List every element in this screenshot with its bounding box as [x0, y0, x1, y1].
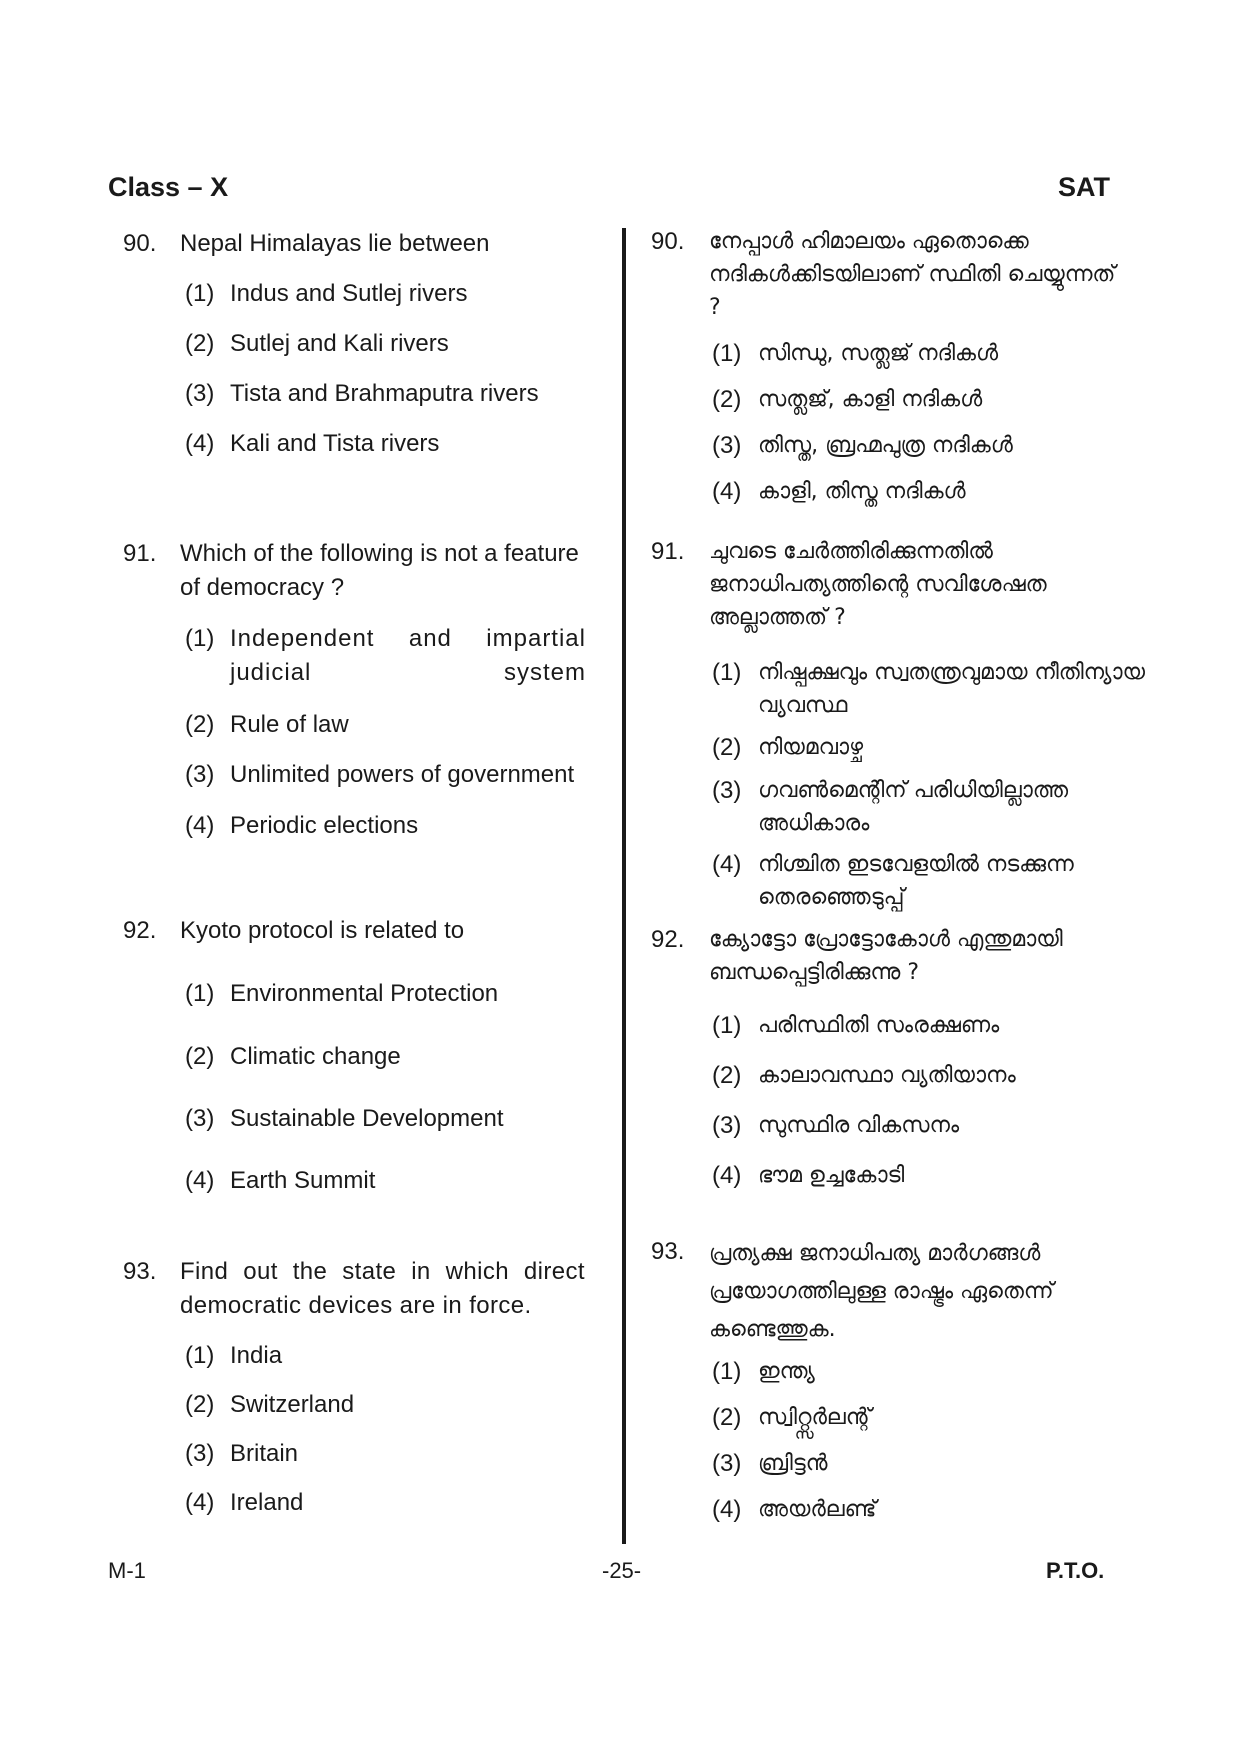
- header-exam-label: SAT: [1058, 172, 1110, 202]
- option-text: Ireland: [230, 1489, 304, 1516]
- option-text: നിശ്ചിത ഇടവേളയിൽ നടക്കുന്ന തെരഞ്ഞെടുപ്പ്: [758, 852, 1074, 910]
- question-number: 91.: [651, 538, 685, 565]
- option-text: Climatic change: [230, 1043, 401, 1070]
- option-text: നിയമവാഴ്ച: [758, 735, 864, 760]
- question-text: ക്യോട്ടോ പ്രോട്ടോകോൾ എന്തുമായി ബന്ധപ്പെട്ടിരിക്കുന്നു ?: [709, 927, 1063, 985]
- question-number: 92.: [123, 917, 157, 944]
- option-text: India: [230, 1342, 283, 1369]
- option-text: Environmental Protection: [230, 980, 499, 1007]
- column-divider: [622, 228, 626, 1544]
- question-number: 93.: [123, 1258, 157, 1285]
- option-number: (2): [185, 711, 215, 738]
- option-number: (3): [185, 1105, 215, 1132]
- option-text: Independent and impartial judicial system: [230, 625, 586, 686]
- option-text: ഭൗമ ഉച്ചകോടി: [758, 1163, 905, 1188]
- question-text: നേപ്പാൾ ഹിമാലയം ഏതൊക്കെ നദികൾക്കിടയിലാണ് സ്ഥിതി ചെയ്യുന്നത് ?: [709, 229, 1116, 320]
- option-number: (3): [712, 1450, 742, 1477]
- option-text: Tista and Brahmaputra rivers: [230, 380, 539, 407]
- option-number: (1): [712, 659, 742, 686]
- question-text: പ്രത്യക്ഷ ജനാധിപത്യ മാർഗങ്ങൾ പ്രയോഗത്തിലുള്ള രാഷ്ട്രം ഏതെന്ന് കണ്ടെത്തുക.: [709, 1241, 1054, 1342]
- option-text: Kali and Tista rivers: [230, 430, 440, 457]
- option-text: സത്ലജ്, കാളി നദികൾ: [758, 387, 983, 412]
- question-text: ചുവടെ ചേർത്തിരിക്കുന്നതിൽ ജനാധിപത്യത്തിന്റെ സവിശേഷത അല്ലാത്തത് ?: [709, 539, 1047, 630]
- option-number: (2): [712, 1404, 742, 1431]
- footer-code: M-1: [108, 1558, 146, 1583]
- question-text: Find out the state in which direct democratic devices are in force.: [180, 1258, 585, 1319]
- option-number: (1): [185, 980, 215, 1007]
- option-text: കാലാവസ്ഥാ വ്യതിയാനം: [758, 1063, 1016, 1088]
- option-text: Periodic elections: [230, 812, 419, 839]
- question-number: 92.: [651, 926, 685, 953]
- header-class-label: Class – X: [108, 172, 229, 202]
- question-text: Which of the following is not a feature of democracy ?: [180, 540, 579, 601]
- option-number: (4): [185, 430, 215, 457]
- option-number: (1): [712, 340, 742, 367]
- option-number: (4): [712, 1496, 742, 1523]
- option-text: Unlimited powers of government: [230, 761, 575, 788]
- option-number: (1): [185, 625, 215, 652]
- option-text: നിഷ്പക്ഷവും സ്വതന്ത്രവുമായ നീതിന്യായ വ്യവസ്ഥ: [758, 660, 1146, 718]
- option-number: (3): [712, 1112, 742, 1139]
- question-number: 93.: [651, 1238, 685, 1265]
- option-number: (4): [185, 1489, 215, 1516]
- page-number: -25-: [602, 1558, 642, 1583]
- option-text: Sutlej and Kali rivers: [230, 330, 449, 357]
- question-number: 90.: [651, 228, 685, 255]
- option-text: Sustainable Development: [230, 1105, 504, 1132]
- option-number: (2): [712, 1062, 742, 1089]
- option-number: (1): [185, 1342, 215, 1369]
- option-number: (2): [185, 330, 215, 357]
- option-text: തിസ്ത, ബ്രഹ്മപുത്ര നദികൾ: [758, 433, 1013, 458]
- option-number: (4): [712, 478, 742, 505]
- option-number: (1): [712, 1358, 742, 1385]
- footer-pto: P.T.O.: [1046, 1558, 1105, 1583]
- option-text: സുസ്ഥിര വികസനം: [758, 1113, 960, 1138]
- option-number: (2): [712, 734, 742, 761]
- option-number: (1): [712, 1012, 742, 1039]
- option-text: അയർലണ്ട്: [758, 1497, 877, 1522]
- option-number: (3): [185, 380, 215, 407]
- option-number: (4): [712, 1162, 742, 1189]
- option-text: കാളി, തിസ്ത നദികൾ: [758, 479, 966, 504]
- option-text: ഇന്ത്യ: [758, 1359, 815, 1384]
- option-text: ബ്രിട്ടൻ: [758, 1451, 828, 1476]
- question-number: 91.: [123, 540, 157, 567]
- option-text: Britain: [230, 1440, 299, 1467]
- option-text: Indus and Sutlej rivers: [230, 280, 468, 307]
- question-text: Kyoto protocol is related to: [180, 917, 465, 944]
- option-text: Earth Summit: [230, 1167, 376, 1194]
- option-number: (4): [712, 851, 742, 878]
- option-text: സ്വിറ്റ്സർലന്റ്: [758, 1405, 872, 1430]
- option-number: (1): [185, 280, 215, 307]
- question-number: 90.: [123, 230, 157, 257]
- option-text: പരിസ്ഥിതി സംരക്ഷണം: [758, 1013, 1000, 1038]
- option-text: Switzerland: [230, 1391, 355, 1418]
- option-number: (2): [185, 1043, 215, 1070]
- question-text: Nepal Himalayas lie between: [180, 230, 490, 257]
- option-number: (2): [712, 386, 742, 413]
- option-text: സിന്ധു, സത്ലജ് നദികൾ: [758, 341, 999, 366]
- option-number: (3): [185, 1440, 215, 1467]
- option-number: (4): [185, 1167, 215, 1194]
- option-number: (3): [712, 432, 742, 459]
- option-text: Rule of law: [230, 711, 349, 738]
- option-number: (3): [712, 777, 742, 804]
- option-number: (3): [185, 761, 215, 788]
- option-number: (2): [185, 1391, 215, 1418]
- option-number: (4): [185, 812, 215, 839]
- option-text: ഗവൺമെന്റിന് പരിധിയില്ലാത്ത അധികാരം: [758, 778, 1069, 836]
